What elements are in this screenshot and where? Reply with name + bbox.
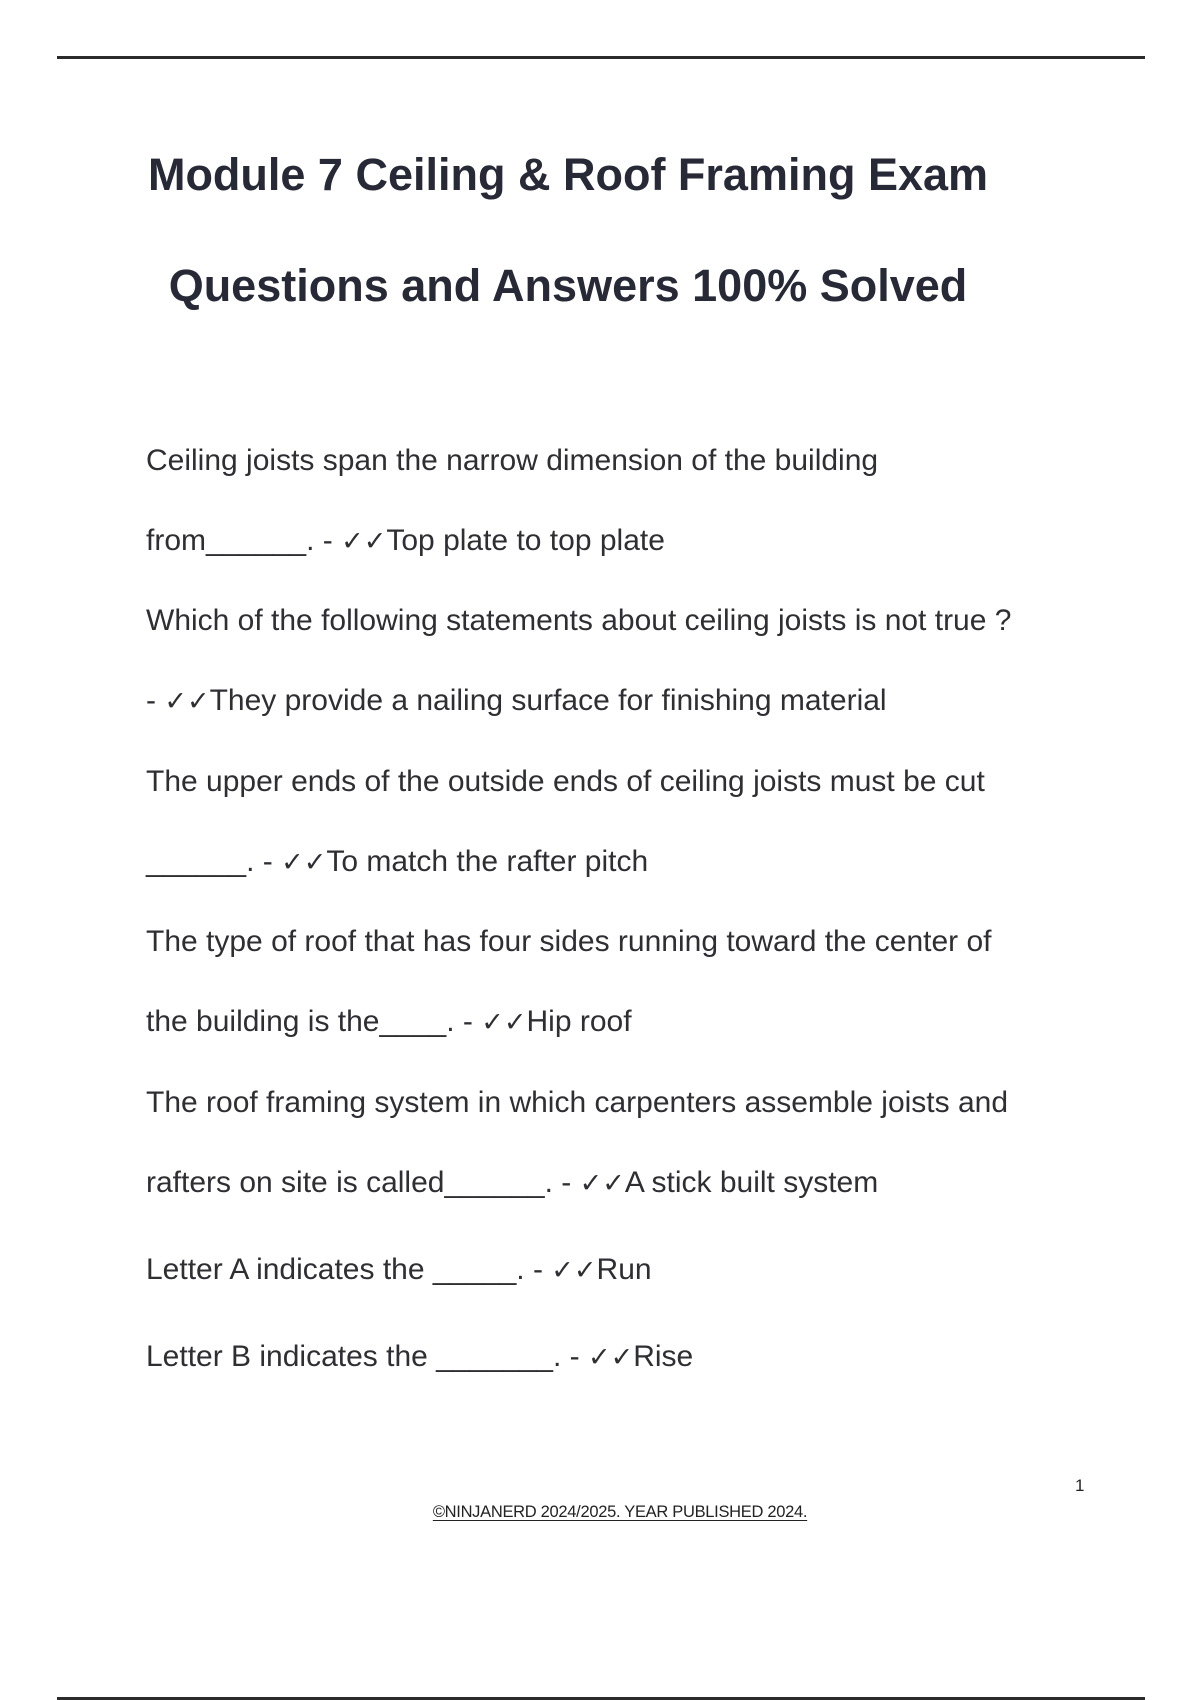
double-check-icon: ✓✓ [481,1007,527,1038]
double-check-icon: ✓✓ [579,1168,625,1199]
double-check-icon: ✓✓ [164,686,210,717]
answer-1 [146,526,665,556]
question-3-line-2: ______. - [146,845,282,878]
question-6-text: Letter A indicates the _____. - [146,1253,552,1286]
answer-3-text: To match the rafter pitch [326,845,649,878]
copyright-footer: ©NINJANERD 2024/2025. YEAR PUBLISHED 2024. [432,1503,808,1521]
question-4-line-2: the building is the____. - [146,1005,482,1038]
question-2-line-1: Which of the following statements about ceiling joists is not true ? [146,604,1012,637]
header-rule [57,56,1145,59]
question-1-line-1: Ceiling joists span the narrow dimension of the building [146,444,879,477]
answer-5-text: A stick built system [624,1166,879,1199]
question-4-line-1: The type of roof that has four sides running toward the center of [146,925,992,958]
page-number: 1 [1075,1476,1085,1495]
question-7 [146,1342,693,1372]
double-check-icon: ✓✓ [551,1255,597,1286]
question-1-line-2: from______. - [146,524,342,557]
question-7-text: Letter B indicates the _______. - [146,1340,588,1373]
question-2-line-2: - [146,684,165,717]
answer-2-text: They provide a nailing surface for finishing material [209,684,887,717]
question-5-line-2: rafters on site is called______. - [146,1166,580,1199]
answer-2 [146,686,887,716]
answer-3 [146,847,648,877]
double-check-icon: ✓✓ [341,526,387,557]
answer-4 [146,1007,632,1037]
answer-6-text: Run [596,1253,652,1286]
double-check-icon: ✓✓ [281,847,327,878]
answer-5 [146,1168,878,1198]
answer-1-text: Top plate to top plate [386,524,665,557]
answer-4-text: Hip roof [526,1005,632,1038]
document-title-line-1: Module 7 Ceiling & Roof Framing Exam [147,149,989,200]
question-3-line-1: The upper ends of the outside ends of ceiling joists must be cut [146,765,985,798]
document-title-line-2: Questions and Answers 100% Solved [168,260,968,311]
question-6 [146,1255,652,1285]
double-check-icon: ✓✓ [587,1342,634,1373]
answer-7-text: Rise [633,1340,694,1373]
question-5-line-1: The roof framing system in which carpenters assemble joists and [146,1086,1009,1119]
